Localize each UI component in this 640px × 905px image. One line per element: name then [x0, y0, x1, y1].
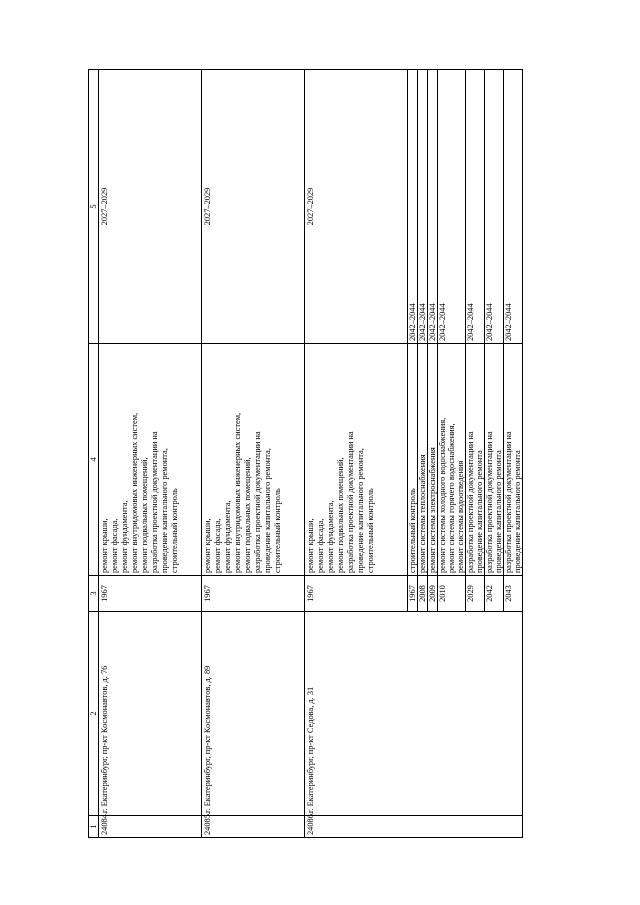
- col-header-3: 3: [89, 576, 99, 612]
- repair-table: [88, 69, 523, 838]
- works-cell: ремонт крыши, ремонт фасада, ремонт фундамента, ремонт внутридомовых инженерных систем, ремонт подвальных помещений, разработка проектной документации на проведение капитального ремонта, строительный контроль: [202, 344, 305, 576]
- period-cell: 2027–2029: [305, 70, 408, 344]
- year-cell: 1967: [305, 576, 408, 612]
- sub-works-cell: разработка проектной документации на проведение капитального ремонта: [485, 344, 504, 576]
- sub-period-cell: 2042–2044: [466, 70, 485, 344]
- sub-year-cell: 2010: [438, 576, 466, 612]
- sub-period-cell: 2042–2044: [504, 70, 523, 344]
- year-cell: 1967: [202, 576, 305, 612]
- sub-works-cell: разработка проектной документации на проведение капитального ремонта: [466, 344, 485, 576]
- sub-period-cell: 2042–2044: [485, 70, 504, 344]
- table-row: [305, 70, 408, 838]
- row-number: 24084.: [99, 816, 202, 838]
- works-cell: ремонт крыши, ремонт фасада, ремонт фундамента, ремонт подвальных помещений, разработка проектной документации на проведение капитального ремонта, строительный контроль: [305, 344, 408, 576]
- sub-period-cell: 2042–2044: [408, 70, 418, 344]
- address-cell: г. Екатеринбург, пр-кт Космонавтов, д. 89: [202, 612, 305, 816]
- sub-works-cell: ремонт системы теплоснабжения: [418, 344, 428, 576]
- sub-year-cell: 2008: [418, 576, 428, 612]
- address-cell: г. Екатеринбург, пр-кт Космонавтов, д. 76: [99, 612, 202, 816]
- period-cell: 2027–2029: [99, 70, 202, 344]
- col-header-1: 1: [89, 816, 99, 838]
- row-number: 24086.: [305, 816, 523, 838]
- sub-works-cell: строительный контроль: [408, 344, 418, 576]
- sub-year-cell: 1967: [408, 576, 418, 612]
- sub-year-cell: 2009: [428, 576, 438, 612]
- sub-year-cell: 2042: [485, 576, 504, 612]
- row-number: 24085.: [202, 816, 305, 838]
- sub-period-cell: 2042–2044: [438, 70, 466, 344]
- sub-works-cell: разработка проектной документации на проведение капитального ремонта: [504, 344, 523, 576]
- period-cell: 2027–2029: [202, 70, 305, 344]
- col-header-5: 5: [89, 70, 99, 344]
- year-cell: 1967: [99, 576, 202, 612]
- table-row: [99, 70, 202, 838]
- sub-year-cell: 2029: [466, 576, 485, 612]
- sub-period-cell: 2042–2044: [428, 70, 438, 344]
- col-header-2: 2: [89, 612, 99, 816]
- sub-period-cell: 2042–2044: [418, 70, 428, 344]
- works-cell: ремонт крыши, ремонт фасада, ремонт фундамента, ремонт внутридомовых инженерных систем, ремонт подвальных помещений, разработка проектной документации на проведение капитального ремонта, строительный контроль: [99, 344, 202, 576]
- sub-year-cell: 2043: [504, 576, 523, 612]
- sub-works-cell: ремонт системы электроснабжения: [428, 344, 438, 576]
- sub-works-cell: ремонт системы холодного водоснабжения, ремонт системы горячего водоснабжения, ремонт системы водоотведения: [438, 344, 466, 576]
- table-row: [202, 70, 305, 838]
- col-header-4: 4: [89, 344, 99, 576]
- header-row: [89, 70, 99, 838]
- address-cell: г. Екатеринбург, пр-кт Седова, д. 31: [305, 612, 523, 816]
